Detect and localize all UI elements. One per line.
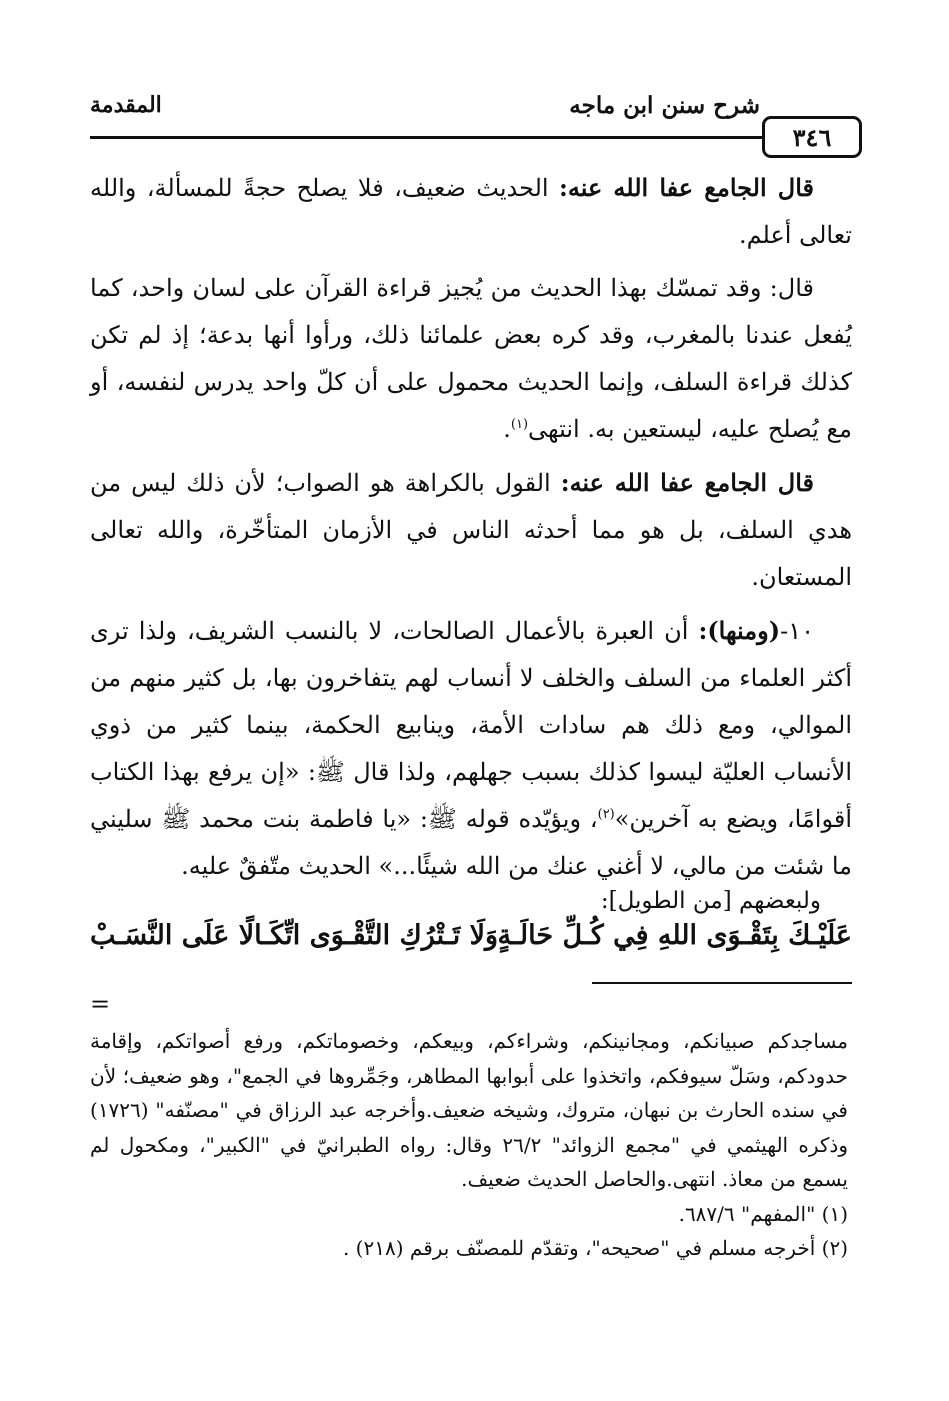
paragraph-4 [90,607,852,890]
section-title: المقدمة [90,92,162,118]
main-text [90,164,852,896]
point-number: ١٠- [780,617,814,645]
page-number: ٣٤٦ [762,116,862,158]
author-lead: قال الجامع عفا الله عنه: [559,173,814,202]
point-lead: (ومنها): [698,616,781,645]
verse-intro: ولبعضهم [من الطويل]: [600,888,821,914]
header-rule [90,136,848,139]
footnote-1: (١) "المفهم" ٦٨٧/٦. [678,1201,848,1226]
footnotes [90,1024,848,1266]
footnote-continuation: مساجدكم صبيانكم، ومجانينكم، وشراءكم، وبيعكم، وخصوماتكم، ورفع أصواتكم، وإقامة حدودكم، وسَلّ سيوفكم، واتخذوا على أبوابها المطاهر، وجَمِّروها في الجمع"، وهو ضعيف؛ لأن في سنده الحارث بن نبهان، متروك، وشيخه ضعيف.وأخرجه عبد الرزاق في "مصنّفه" (١٧٢٦) وذكره الهيثمي في "مجمع الزوائد" ٢٦/٢ وقال: رواه الطبرانيّ في "الكبير"، ومكحول لم يسمع من معاذ. انتهى.والحاصل الحديث ضعيف. [90,1029,848,1191]
poem-verse [90,920,852,960]
book-title: شرح سنن ابن ماجه [569,92,760,119]
footnote-ref-1: (١) [510,417,529,432]
continuation-mark: = [90,990,111,1018]
paragraph-text: الحديث ضعيف، فلا يصلح حجةً للمسألة، والله تعالى أعلم. [90,174,852,249]
paragraph-1 [90,164,852,259]
paragraph-text: القول بالكراهة هو الصواب؛ لأن ذلك ليس من هدي السلف، بل هو مما أحدثه الناس في الأزمان المتأخّرة، والله تعالى المستعان. [90,469,852,591]
paragraph-tail: ، ويؤيّده قوله ﷺ: «يا فاطمة بنت محمد ﷺ سليني ما شئت من مالي، لا أغني عنك من الله شيئًا...» الحديث متّفقٌ عليه. [90,805,852,880]
paragraph-2: قال: وقد تمسّك بهذا الحديث من يُجيز قراءة القرآن على لسان واحد، كما يُفعل عندنا بالمغرب، وقد كره بعض علمائنا ذلك، ورأوا أنها بدعة؛ إذ لم تكن كذلك قراءة السلف، وإنما الحديث محمول على أن كلّ واحد يدرس لنفسه، أو مع يُصلح عليه، ليستعين به. انتهى$^{(١)}$. [90,274,852,443]
verse-second-hemistich: وَلَا تَـتْرُكِ التَّقْـوَى اتِّكَـالًا عَلَى النَّسَـبْ [90,920,499,951]
author-lead: قال الجامع عفا الله عنه: [560,468,814,497]
footnote-2: (٢) أخرجه مسلم في "صحيحه"، وتقدّم للمصنّف برقم (٢١٨) . [342,1236,848,1260]
paragraph-text: أن العبرة بالأعمال الصالحات، لا بالنسب الشريف، ولذا ترى أكثر العلماء من السلف والخلف لا أنساب لهم يتفاخرون بها، بل كثير منهم من الموالي، ومع ذلك هم سادات الأمة، وينابيع الحكمة، بينما كثير من ذوي الأنساب العليّة ليسوا كذلك بسبب جهلهم، ولذا قال ﷺ: «إن يرفع بهذا الكتاب أقوامًا، ويضع به آخرين» [90,617,853,833]
verse-first-hemistich: عَلَيْـكَ بِتَقْـوَى اللهِ فِي كُـلِّ حَالَـةٍ [497,920,852,951]
footnote-separator [592,982,852,984]
footnote-ref-2: (٢) [597,807,615,822]
paragraph-text: قال: وقد تمسّك بهذا الحديث من يُجيز قراءة القرآن على لسان واحد، كما يُفعل عندنا بالمغرب، وقد كره بعض علمائنا ذلك، ورأوا أنها بدعة؛ إذ لم تكن كذلك قراءة السلف، وإنما الحديث محمول على أن كلّ واحد يدرس لنفسه، أو مع يُصلح عليه، ليستعين به. انتهى [90,274,852,443]
paragraph-3 [90,459,852,601]
